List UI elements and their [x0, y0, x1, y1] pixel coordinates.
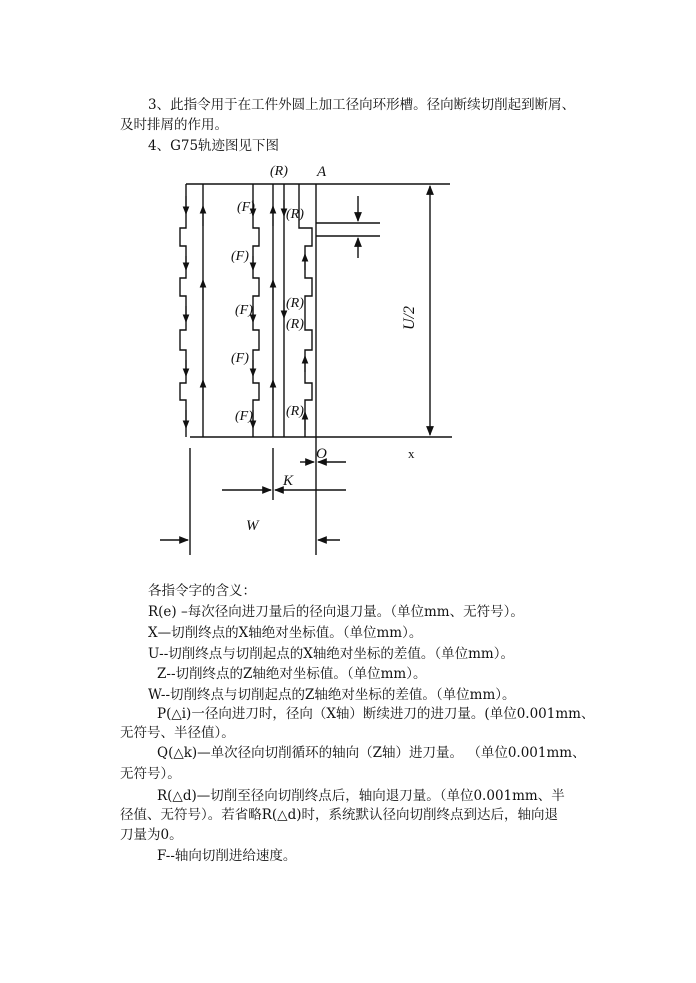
label-a: A	[317, 164, 327, 180]
def-x: X—切削终点的X轴绝对坐标值。（单位mm）。	[148, 625, 423, 641]
label-o: O	[316, 446, 327, 462]
def-rd-line3: 刀量为0。	[120, 827, 183, 843]
def-q-line2: 无符号）。	[120, 766, 181, 782]
label-r-1: (R)	[286, 207, 304, 222]
label-r-4: (R)	[286, 404, 304, 419]
def-p-line1: P(△i)一径向进刀时，径向（X轴）断续进刀的进刀量。(单位0.001mm、	[157, 706, 595, 722]
label-f-2: (F)	[231, 249, 249, 264]
label-f-5: (F)	[235, 409, 253, 424]
label-r-3: (R)	[286, 317, 304, 332]
def-p-line2: 无符号、半径值）。	[120, 725, 235, 741]
def-q-line1: Q(△k)—单次径向切削循环的轴向（Z轴）进刀量。 （单位0.001mm、	[157, 745, 586, 761]
defs-heading: 各指令字的含义：	[148, 583, 256, 599]
def-rd-line2: 径值、无符号）。若省略R(△d)时，系统默认径向切削终点到达后，轴向退	[120, 807, 558, 823]
para-3-line1: 3、此指令用于在工件外圆上加工径向环形槽。径向断续切削起到断屑、	[148, 97, 576, 113]
middle-step-profile	[253, 184, 259, 437]
def-rd-line1: R(△d)—切削至径向切削终点后，轴向退刀量。（单位0.001mm、半	[157, 788, 565, 804]
label-r-2: (R)	[286, 296, 304, 311]
def-z: Z--切削终点的Z轴绝对坐标值。（单位mm）。	[157, 666, 427, 682]
label-f-1: (F)	[237, 200, 255, 215]
def-f: F--轴向切削进给速度。	[157, 848, 297, 864]
label-w: W	[246, 518, 259, 534]
label-k: K	[283, 473, 294, 489]
para-3-line2: 及时排屑的作用。	[120, 117, 228, 133]
para-4: 4、G75轨迹图见下图	[148, 138, 280, 154]
def-r-e: R(e) –每次径向进刀量后的径向退刀量。（单位mm、无符号）。	[148, 604, 524, 620]
label-f-4: (F)	[231, 351, 249, 366]
left-step-profile	[180, 184, 186, 437]
label-f-3: (F)	[235, 303, 253, 318]
label-u2: U/2	[401, 306, 418, 330]
def-w: W--切削终点与切削起点的Z轴绝对坐标的差值。（单位mm）。	[148, 687, 516, 703]
label-r-top: (R)	[270, 164, 288, 179]
label-x: x	[408, 446, 415, 461]
def-u: U--切削终点与切削起点的X轴绝对坐标的差值。（单位mm）。	[148, 646, 514, 662]
